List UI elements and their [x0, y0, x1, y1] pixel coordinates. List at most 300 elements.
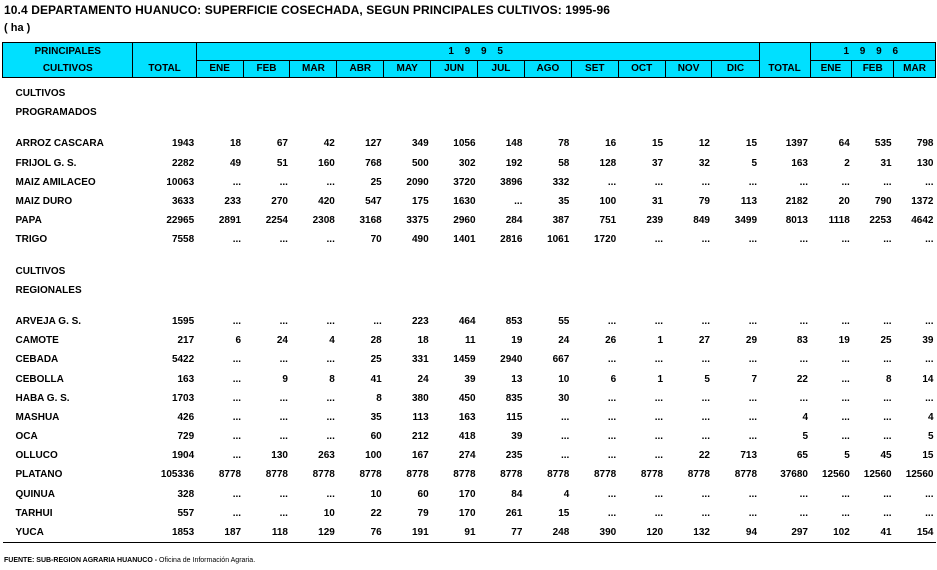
table-cell: ...	[326, 392, 335, 404]
table-cell: 223	[411, 315, 429, 327]
table-cell: 3896	[500, 176, 523, 188]
table-cell: 19	[511, 335, 523, 347]
table-cell: ...	[232, 431, 242, 443]
table-cell: ...	[232, 234, 242, 246]
footer-source-name: Oficina de Información Agraria.	[159, 557, 256, 564]
crop-name: OLLUCO	[15, 450, 58, 462]
table-cell: 41	[370, 373, 382, 385]
crop-name: CAMOTE	[15, 335, 59, 347]
table-cell: 8778	[687, 469, 710, 481]
table-cell: 18	[229, 138, 242, 150]
table-cell: 332	[552, 176, 570, 188]
table-cell: 67	[276, 138, 288, 150]
table-cell: 127	[365, 138, 382, 150]
table-cell: 768	[365, 157, 382, 169]
table-cell: 390	[571, 523, 618, 543]
table-cell: ...	[925, 507, 934, 519]
table-cell: ...	[607, 411, 617, 423]
table-cell: ...	[654, 488, 664, 500]
table-cell: 235	[505, 450, 523, 462]
table-cell: 5	[844, 450, 850, 462]
table-cell: ...	[701, 392, 710, 404]
table-cell: ...	[607, 176, 617, 188]
table-cell: 2282	[171, 157, 195, 169]
table-cell: 129	[290, 523, 337, 543]
table-cell: 15	[745, 138, 758, 150]
table-cell: 192	[505, 157, 523, 169]
table-row	[3, 173, 936, 192]
table-cell: ...	[799, 507, 808, 519]
table-cell: 1720	[593, 234, 617, 246]
table-cell: 1118	[828, 215, 850, 227]
table-cell: 170	[458, 507, 476, 519]
table-cell: 29	[745, 335, 758, 347]
table-cell: 49	[229, 157, 242, 169]
table-cell: 8	[376, 392, 382, 404]
table-cell: ...	[654, 354, 664, 366]
table-cell: ...	[232, 354, 242, 366]
table-cell: ...	[748, 315, 758, 327]
table-cell: ...	[560, 431, 570, 443]
header-total: TOTAL	[133, 61, 196, 78]
table-cell: 8	[329, 373, 335, 385]
table-cell: ...	[232, 315, 242, 327]
crop-name: ARVEJA G. S.	[15, 315, 82, 327]
table-cell: ...	[326, 488, 335, 500]
table-cell: 118	[243, 523, 290, 543]
table-cell: 105336	[160, 469, 195, 481]
table-cell: 8778	[640, 469, 664, 481]
table-cell: 130	[271, 450, 288, 462]
table-cell: ...	[701, 411, 710, 423]
table-cell: ...	[560, 411, 570, 423]
table-cell: 100	[365, 450, 382, 462]
table-cell: 5	[927, 431, 934, 443]
table-cell: ...	[883, 315, 892, 327]
section-title-row	[3, 84, 936, 103]
table-cell: ...	[326, 431, 335, 443]
table-cell: 160	[318, 157, 335, 169]
harvest-table	[2, 42, 936, 543]
table-cell: 6	[610, 373, 617, 385]
table-cell: 25	[370, 176, 382, 188]
table-row	[3, 154, 936, 173]
table-cell: ...	[883, 411, 892, 423]
header-total-top	[133, 43, 196, 61]
table-cell: 2253	[869, 215, 892, 227]
table-cell: 263	[318, 450, 335, 462]
crop-name: YUCA	[3, 523, 133, 543]
table-cell: 25	[880, 335, 892, 347]
table-cell: 1061	[547, 234, 570, 246]
table-cell: ...	[701, 315, 710, 327]
table-cell: ...	[883, 354, 892, 366]
table-cell: ...	[654, 176, 664, 188]
footer-source	[4, 557, 255, 564]
header-crop-top: PRINCIPALES	[3, 43, 133, 61]
table-cell: ...	[232, 411, 242, 423]
table-cell: 380	[411, 392, 429, 404]
table-cell: 11	[464, 335, 476, 347]
table-cell: 418	[458, 431, 476, 443]
table-cell: 187	[196, 523, 243, 543]
table-cell: 100	[599, 196, 617, 208]
table-cell: 42	[323, 138, 335, 150]
table-cell: 302	[458, 157, 476, 169]
table-cell: 51	[276, 157, 288, 169]
table-cell: ...	[279, 431, 288, 443]
table-cell: 1056	[453, 138, 476, 150]
table-cell: 25	[370, 354, 382, 366]
table-cell: ...	[883, 234, 892, 246]
table-cell: ...	[841, 392, 850, 404]
table-cell: 5	[704, 373, 710, 385]
table-cell: 8778	[500, 469, 523, 481]
unit-label: ( ha )	[4, 22, 31, 34]
table-cell: ...	[326, 315, 335, 327]
table-cell: 163	[791, 157, 808, 169]
table-cell: 233	[224, 196, 242, 208]
table-cell: 261	[505, 507, 523, 519]
crop-name: FRIJOL G. S.	[15, 157, 77, 169]
table-cell: 35	[370, 411, 382, 423]
table-row	[3, 389, 936, 408]
table-cell: 8778	[312, 469, 335, 481]
table-cell: ...	[883, 176, 892, 188]
table-cell: 8013	[785, 215, 808, 227]
table-cell: ...	[701, 488, 710, 500]
table-cell: 1401	[453, 234, 476, 246]
table-cell: ...	[925, 315, 934, 327]
table-cell: ...	[883, 488, 892, 500]
table-title: 10.4 DEPARTAMENTO HUANUCO: SUPERFICIE COSECHADA, SEGUN PRINCIPALES CULTIVOS: 1995-96	[4, 3, 611, 17]
table-cell: 8778	[359, 469, 382, 481]
table-row	[3, 192, 936, 211]
table-cell: ...	[925, 392, 934, 404]
table-cell: 41	[852, 523, 894, 543]
table-cell: ...	[279, 315, 288, 327]
table-cell: 84	[511, 488, 523, 500]
table-cell: ...	[232, 507, 242, 519]
section-title: CULTIVOS	[15, 265, 66, 277]
table-cell: 331	[411, 354, 429, 366]
crop-name: TRIGO	[15, 234, 48, 246]
table-cell: 3720	[453, 176, 476, 188]
table-cell: 2816	[500, 234, 523, 246]
table-cell: 18	[417, 335, 429, 347]
table-cell: 4642	[911, 215, 934, 227]
table-cell: ...	[748, 411, 758, 423]
table-cell: 8778	[547, 469, 570, 481]
table-cell: ...	[232, 392, 242, 404]
table-row	[3, 523, 936, 543]
table-cell: 835	[505, 392, 523, 404]
table-row	[3, 446, 936, 465]
table-cell: 37	[651, 157, 664, 169]
table-cell: 77	[478, 523, 525, 543]
table-row	[3, 369, 936, 388]
table-cell: ...	[925, 234, 934, 246]
table-row	[3, 230, 936, 249]
table-cell: ...	[654, 315, 664, 327]
table-cell: ...	[654, 392, 664, 404]
spacer-row	[3, 250, 936, 262]
table-cell: ...	[799, 234, 808, 246]
table-cell: 5422	[171, 354, 195, 366]
table-body	[3, 78, 936, 543]
table-cell: ...	[654, 411, 664, 423]
crop-name: MASHUA	[15, 411, 60, 423]
table-cell: 535	[874, 138, 892, 150]
table-cell: 248	[524, 523, 571, 543]
header-month: MAY	[384, 61, 431, 78]
table-cell: 2254	[265, 215, 288, 227]
table-cell: 15	[922, 450, 934, 462]
crop-name: QUINUA	[15, 488, 55, 500]
table-cell: ...	[799, 354, 808, 366]
table-cell: ...	[326, 176, 335, 188]
table-cell: 113	[412, 411, 429, 423]
crop-name: MAIZ DURO	[15, 196, 73, 208]
header-month: ABR	[337, 61, 384, 78]
header-month: ENE	[196, 61, 243, 78]
table-cell: ...	[883, 431, 892, 443]
table-row	[3, 312, 936, 331]
spacer-row	[3, 300, 936, 312]
table-cell: 13	[511, 373, 523, 385]
table-cell: 8778	[453, 469, 476, 481]
table-cell: 464	[458, 315, 476, 327]
table-cell: ...	[841, 234, 850, 246]
table-cell: ...	[514, 196, 523, 208]
table-cell: 83	[796, 335, 808, 347]
table-cell: 163	[458, 411, 476, 423]
table-row	[3, 331, 936, 350]
table-cell: 12560	[905, 469, 934, 481]
table-cell: ...	[925, 354, 934, 366]
header-month: OCT	[618, 61, 665, 78]
table-cell: 55	[558, 315, 570, 327]
section-title-row	[3, 262, 936, 281]
table-cell: 8778	[406, 469, 429, 481]
table-cell: 170	[458, 488, 476, 500]
table-cell: 2960	[453, 215, 476, 227]
table-cell: 10063	[166, 176, 195, 188]
table-cell: 8778	[218, 469, 242, 481]
table-cell: ...	[607, 507, 617, 519]
table-cell: 39	[464, 373, 476, 385]
table-cell: 76	[337, 523, 384, 543]
table-row	[3, 134, 936, 153]
table-cell: 751	[599, 215, 617, 227]
table-cell: 175	[411, 196, 429, 208]
table-cell: 853	[505, 315, 523, 327]
table-cell: 20	[838, 196, 850, 208]
table-row	[3, 465, 936, 484]
table-cell: 113	[740, 196, 758, 208]
header-month-1996: ENE	[810, 61, 852, 78]
header-month: NOV	[665, 61, 712, 78]
table-cell: 1	[657, 373, 664, 385]
table-cell: 2891	[218, 215, 242, 227]
table-cell: ...	[841, 176, 850, 188]
header-year-1995: 1 9 9 5	[196, 43, 759, 61]
table-cell: 2308	[312, 215, 335, 227]
table-cell: 39	[511, 431, 523, 443]
crop-name: PLATANO	[15, 469, 63, 481]
table-cell: ...	[232, 373, 242, 385]
section-title: PROGRAMADOS	[15, 107, 97, 119]
table-cell: ...	[279, 354, 288, 366]
table-cell: 163	[177, 373, 195, 385]
header-year-1996: 1 9 9 6	[810, 43, 936, 61]
table-cell: 849	[693, 215, 710, 227]
table-cell: ...	[841, 507, 850, 519]
table-cell: ...	[841, 488, 850, 500]
table-cell: ...	[701, 176, 710, 188]
table-row	[3, 504, 936, 523]
table-cell: ...	[883, 507, 892, 519]
table-cell: 4	[563, 488, 570, 500]
section-title-row	[3, 281, 936, 300]
table-cell: 1853	[133, 523, 196, 543]
crop-name: MAIZ AMILACEO	[15, 176, 96, 188]
header-month: DIC	[712, 61, 759, 78]
table-cell: 45	[880, 450, 892, 462]
table-row	[3, 485, 936, 504]
table-cell: 729	[177, 431, 195, 443]
table-cell: 9	[282, 373, 288, 385]
table-cell: 22	[698, 450, 710, 462]
table-cell: 130	[916, 157, 934, 169]
table-cell: 790	[874, 196, 892, 208]
section-title: REGIONALES	[15, 284, 82, 296]
table-cell: 3375	[406, 215, 429, 227]
table-cell: 22965	[166, 215, 195, 227]
table-cell: 39	[922, 335, 934, 347]
header-total-1996: TOTAL	[759, 61, 810, 78]
table-cell: 14	[922, 373, 934, 385]
table-cell: 1	[657, 335, 664, 347]
table-cell: ...	[701, 234, 710, 246]
table-cell: 4	[329, 335, 335, 347]
table-cell: 426	[177, 411, 195, 423]
table-cell: 24	[558, 335, 570, 347]
crop-name: TARHUI	[15, 507, 53, 519]
table-cell: 12560	[863, 469, 892, 481]
table-cell: 490	[411, 234, 429, 246]
table-cell: 79	[698, 196, 710, 208]
footer-label: FUENTE: SUB-REGION AGRARIA HUANUCO -	[4, 557, 160, 564]
table-cell: 94	[712, 523, 759, 543]
table-cell: ...	[232, 176, 242, 188]
table-cell: ...	[799, 392, 808, 404]
table-cell: ...	[841, 354, 850, 366]
table-cell: ...	[560, 450, 570, 462]
table-cell: 10	[370, 488, 382, 500]
table-cell: ...	[748, 507, 758, 519]
table-cell: ...	[841, 431, 850, 443]
table-cell: ...	[607, 431, 617, 443]
header-month-1996: MAR	[894, 61, 936, 78]
table-cell: 5	[751, 157, 758, 169]
table-cell: 4	[802, 411, 808, 423]
table-cell: 798	[916, 138, 934, 150]
crop-name: ARROZ CASCARA	[15, 138, 104, 150]
table-cell: 328	[177, 488, 195, 500]
table-cell: 270	[271, 196, 288, 208]
table-cell: 22	[796, 373, 808, 385]
table-cell: ...	[654, 431, 664, 443]
table-cell: 239	[646, 215, 664, 227]
table-row	[3, 350, 936, 369]
table-cell: 2940	[500, 354, 523, 366]
header-total2-top	[759, 43, 810, 61]
table-cell: ...	[701, 354, 710, 366]
table-cell: 3499	[734, 215, 758, 227]
table-cell: 60	[417, 488, 429, 500]
table-cell: ...	[326, 411, 335, 423]
table-cell: ...	[279, 507, 288, 519]
table-cell: ...	[607, 315, 617, 327]
table-cell: 387	[552, 215, 570, 227]
table-cell: ...	[799, 488, 808, 500]
section-title: CULTIVOS	[15, 88, 66, 100]
table-cell: ...	[841, 315, 850, 327]
table-row	[3, 211, 936, 230]
table-cell: 60	[370, 431, 382, 443]
crop-name: HABA G. S.	[15, 392, 70, 404]
header-month: AGO	[524, 61, 571, 78]
table-cell: 557	[177, 507, 195, 519]
table-cell: 713	[740, 450, 758, 462]
table-cell: 30	[558, 392, 570, 404]
table-cell: ...	[279, 411, 288, 423]
table-cell: 15	[558, 507, 570, 519]
header-month-1996: FEB	[852, 61, 894, 78]
table-cell: ...	[925, 176, 934, 188]
table-cell: ...	[326, 234, 335, 246]
table-cell: 115	[506, 411, 523, 423]
table-cell: 58	[558, 157, 570, 169]
table-cell: 1459	[453, 354, 476, 366]
header-month: SET	[571, 61, 618, 78]
table-cell: 7558	[171, 234, 195, 246]
section-title-row	[3, 103, 936, 122]
header-crop-bottom: CULTIVOS	[3, 61, 133, 78]
table-cell: ...	[925, 488, 934, 500]
table-cell: ...	[701, 431, 710, 443]
table-cell: 167	[411, 450, 429, 462]
table-cell: 27	[698, 335, 710, 347]
table-cell: ...	[279, 488, 288, 500]
table-cell: 4	[927, 411, 934, 423]
table-cell: ...	[654, 234, 664, 246]
table-cell: 1372	[911, 196, 934, 208]
table-cell: 349	[411, 138, 429, 150]
table-cell: 31	[651, 196, 664, 208]
table-cell: 1630	[453, 196, 476, 208]
table-row	[3, 427, 936, 446]
table-cell: ...	[748, 488, 758, 500]
table-cell: 1703	[171, 392, 195, 404]
table-cell: 3633	[171, 196, 195, 208]
table-row	[3, 408, 936, 427]
table-cell: 28	[370, 335, 382, 347]
table-cell: 212	[411, 431, 429, 443]
table-cell: ...	[701, 507, 710, 519]
table-cell: 274	[458, 450, 476, 462]
